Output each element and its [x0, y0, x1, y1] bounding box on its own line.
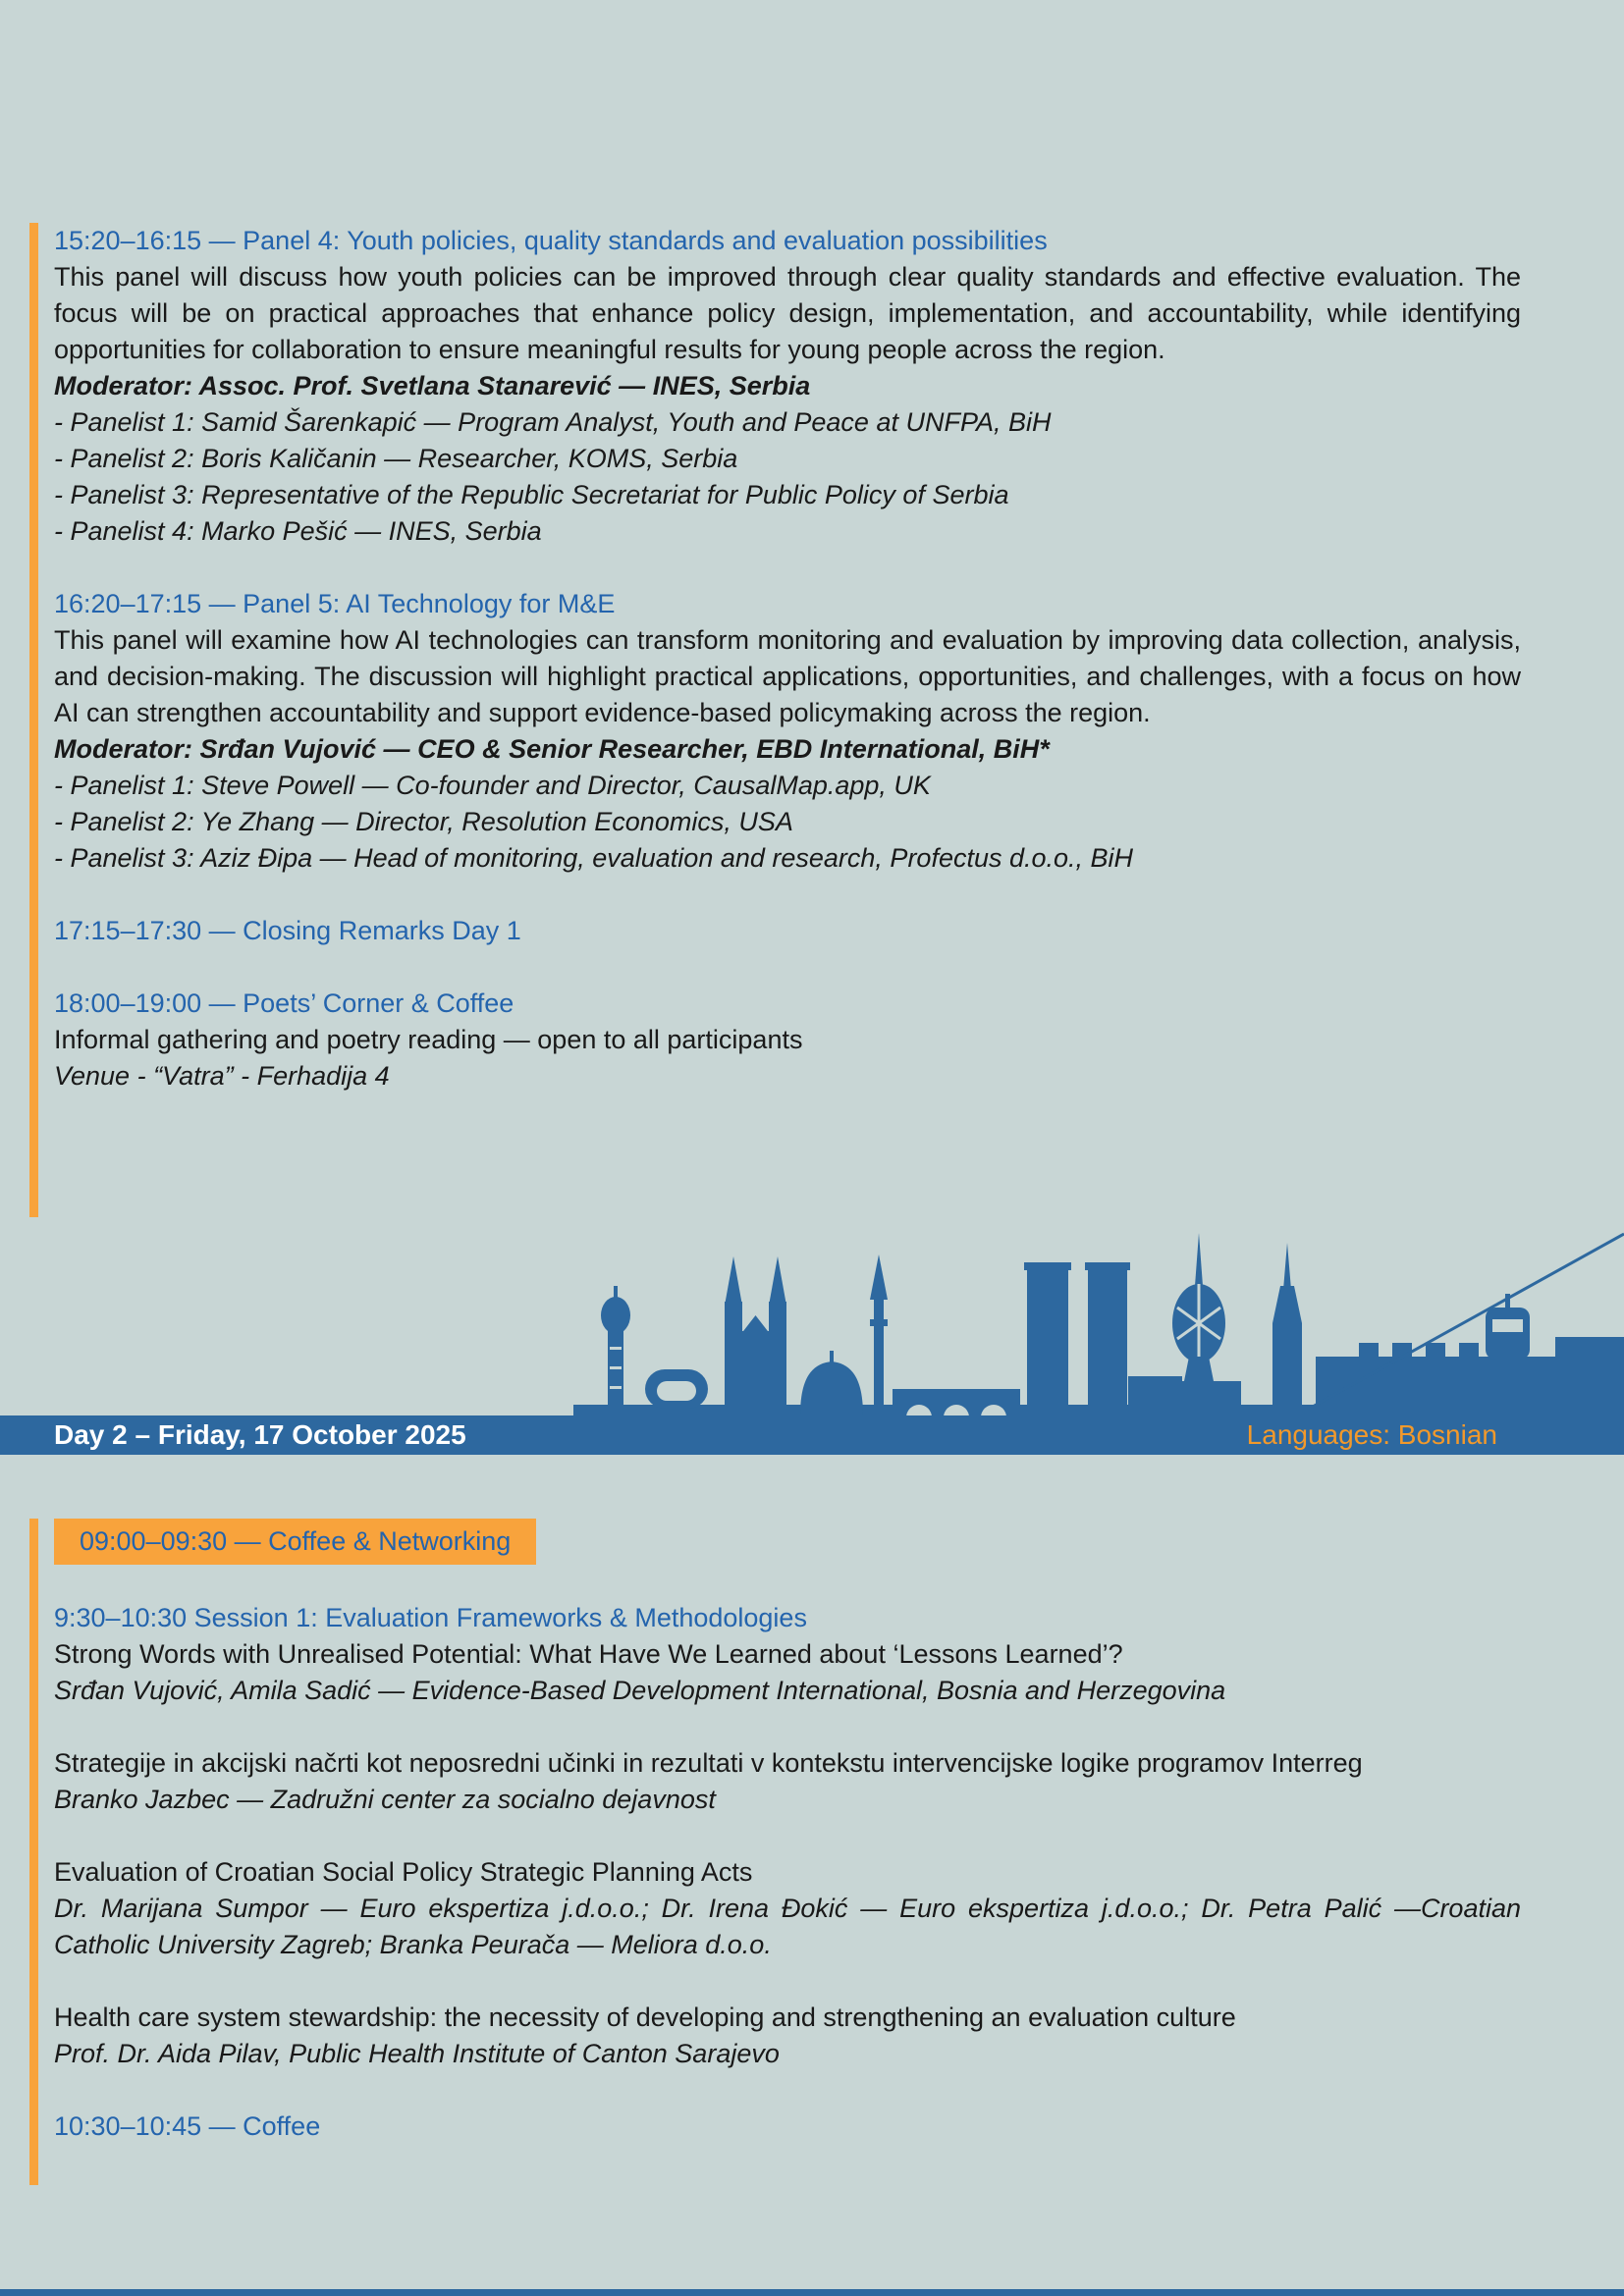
panel5-description: This panel will examine how AI technologies can transform monitoring and evaluation by improving data collection, analysis, and decision-making. The discussion will highlight practical applications, opportunities, and challenges, with a focus on how AI can strengthen accountability and support evidence-based policymaking across the region. [54, 625, 1521, 727]
day2-accent-bar [29, 1519, 38, 2185]
cathedral-icon [725, 1256, 786, 1415]
page-bottom-bar [0, 2289, 1624, 2296]
coffee-networking-badge: 09:00–09:30 — Coffee & Networking [54, 1519, 536, 1565]
poets-corner-heading: 18:00–19:00 — Poets’ Corner & Coffee [54, 988, 514, 1018]
day2-languages: Languages: Bosnian [1246, 1419, 1497, 1450]
talk-title: Strong Words with Unrealised Potential: What Have We Learned about ‘Lessons Learned’? [54, 1639, 1123, 1669]
day2-title: Day 2 – Friday, 17 October 2025 [54, 1419, 466, 1450]
day1-accent-bar [29, 223, 38, 1217]
talk-title: Health care system stewardship: the necessity of developing and strengthening an evaluation culture [54, 2002, 1236, 2032]
talk-authors: Branko Jazbec — Zadružni center za socialno dejavnost [54, 1785, 716, 1814]
panel5-panelist-3: - Panelist 3: Aziz Đipa — Head of monitoring, evaluation and research, Profectus d.o.o., BiH [54, 843, 1134, 873]
sarajevo-skyline-illustration [573, 1229, 1624, 1415]
day2-section [29, 1519, 1521, 2185]
panel4-panelist-1: - Panelist 1: Samid Šarenkapić — Program Analyst, Youth and Peace at UNFPA, BiH [54, 407, 1052, 437]
session1-heading: 9:30–10:30 Session 1: Evaluation Frameworks & Methodologies [54, 1603, 807, 1632]
closing-remarks-heading: 17:15–17:30 — Closing Remarks Day 1 [54, 916, 521, 945]
spire-tower-icon [1272, 1243, 1302, 1415]
twin-towers-icon [1024, 1262, 1130, 1415]
day2-header-bar [0, 1415, 1624, 1455]
bridge-icon [893, 1389, 1020, 1415]
panel4-panelist-2: - Panelist 2: Boris Kaličanin — Researcher, KOMS, Serbia [54, 444, 738, 473]
panel4-description: This panel will discuss how youth policies can be improved through clear quality standards and effective evaluation. The focus will be on practical approaches that enhance policy design, implementation, and accountability, while identifying opportunities for collaboration to ensure meaningful results for young people across the region. [54, 262, 1521, 364]
fortress-buildings-icon [1316, 1337, 1624, 1415]
coffee-break-heading: 10:30–10:45 — Coffee [54, 2111, 321, 2141]
talk-title: Strategije in akcijski načrti kot neposredni učinki in rezultati v kontekstu intervencijske logike programov Interreg [54, 1748, 1363, 1778]
tv-tower-icon [1161, 1233, 1241, 1415]
talk-authors: Srđan Vujović, Amila Sadić — Evidence-Based Development International, Bosnia and Herzegovina [54, 1676, 1226, 1705]
day1-continued-section [29, 223, 1521, 1217]
talk-authors: Dr. Marijana Sumpor — Euro ekspertiza j.d.o.o.; Dr. Irena Đokić — Euro ekspertiza j.d.o.o.; Dr. Petra Palić —Croatian Catholic University Zagreb; Branka Peurača — Meliora d.o.o. [54, 1894, 1521, 1959]
poets-corner-venue: Venue - “Vatra” - Ferhadija 4 [54, 1061, 390, 1091]
panel4-panelist-4: - Panelist 4: Marko Pešić — INES, Serbia [54, 516, 542, 546]
minaret-icon [870, 1255, 888, 1415]
mosque-dome-icon [800, 1351, 863, 1415]
panel5-heading: 16:20–17:15 — Panel 5: AI Technology for M&E [54, 589, 616, 618]
tunnel-icon [645, 1369, 708, 1409]
panel4-panelist-3: - Panelist 3: Representative of the Republic Secretariat for Public Policy of Serbia [54, 480, 1009, 509]
panel5-panelist-2: - Panelist 2: Ye Zhang — Director, Resolution Economics, USA [54, 807, 793, 836]
watchtower-icon [601, 1286, 630, 1415]
talk-authors: Prof. Dr. Aida Pilav, Public Health Institute of Canton Sarajevo [54, 2039, 780, 2068]
panel5-panelist-1: - Panelist 1: Steve Powell — Co-founder and Director, CausalMap.app, UK [54, 771, 931, 800]
panel4-moderator: Moderator: Assoc. Prof. Svetlana Stanarević — INES, Serbia [54, 371, 811, 400]
panel5-moderator: Moderator: Srđan Vujović — CEO & Senior Researcher, EBD International, BiH* [54, 734, 1050, 764]
talk-title: Evaluation of Croatian Social Policy Strategic Planning Acts [54, 1857, 753, 1887]
panel4-heading: 15:20–16:15 — Panel 4: Youth policies, quality standards and evaluation possibilities [54, 226, 1048, 255]
poets-corner-description: Informal gathering and poetry reading — open to all participants [54, 1025, 803, 1054]
